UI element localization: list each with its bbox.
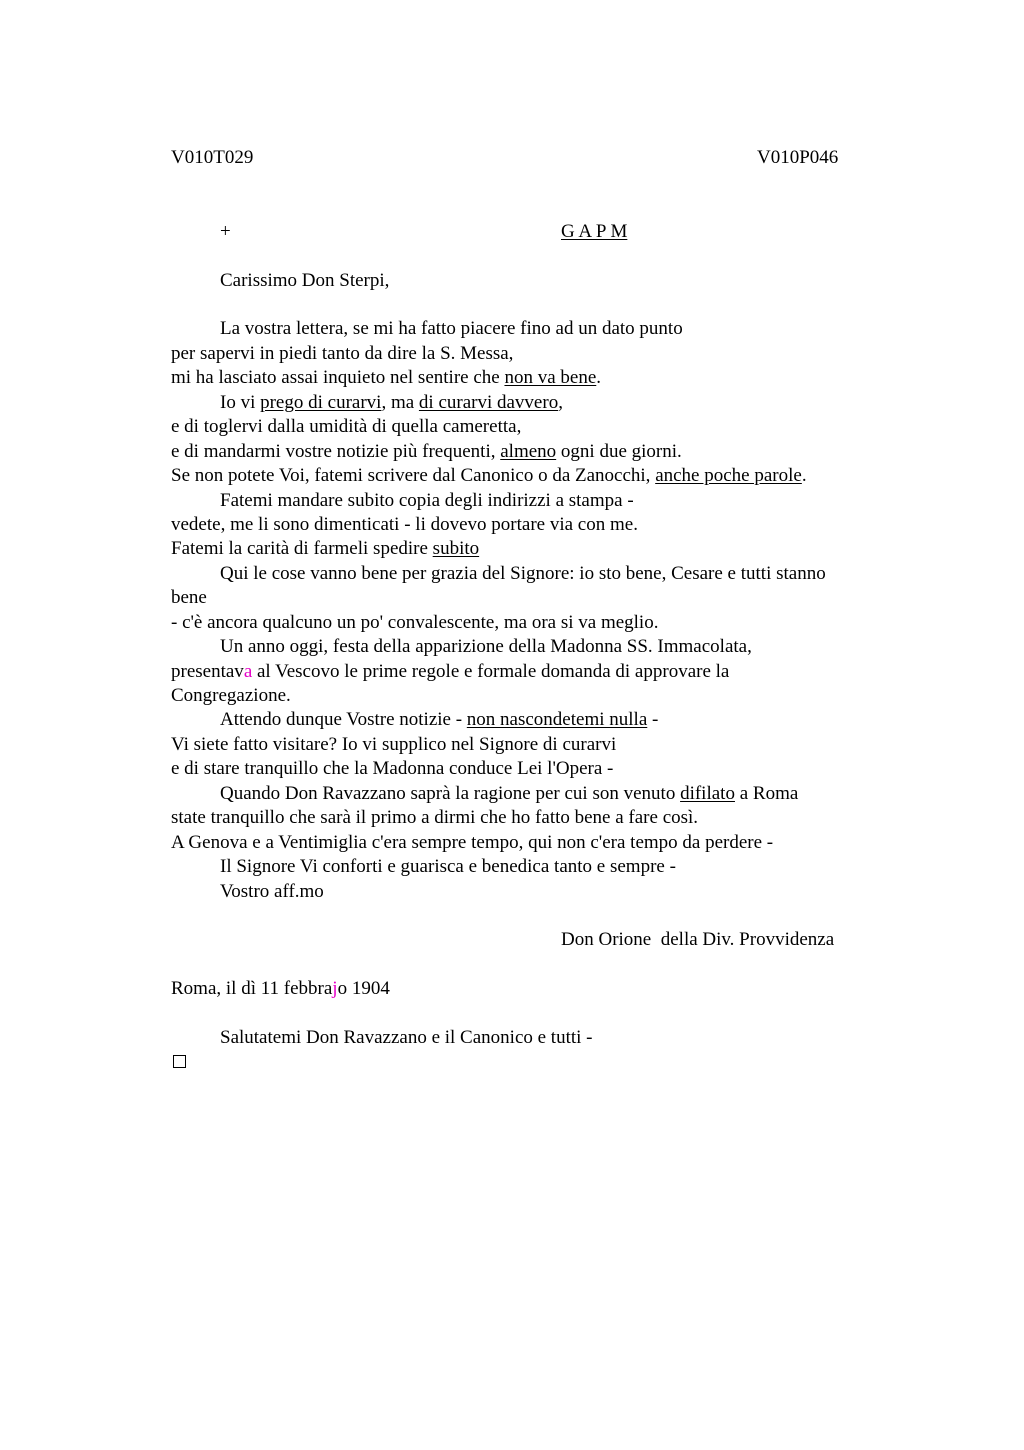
body-line: Se non potete Voi, fatemi scrivere dal Canonico o da Zanocchi, anche poche parole. (171, 465, 807, 486)
underlined-phrase: almeno (500, 441, 557, 462)
end-square-icon (173, 1055, 186, 1068)
body-line: Attendo dunque Vostre notizie - non nascondetemi nulla - (220, 709, 659, 730)
underlined-phrase: difilato (680, 783, 735, 804)
underlined-phrase: subito (432, 538, 480, 559)
body-line: Congregazione. (171, 685, 291, 706)
body-line: Fatemi mandare subito copia degli indirizzi a stampa - (220, 490, 634, 511)
body-line: state tranquillo che sarà il primo a dirmi che ho fatto bene a fare così. (171, 807, 699, 828)
underlined-phrase: di curarvi davvero (418, 392, 559, 413)
body-line: e di toglervi dalla umidità di quella cameretta, (171, 416, 522, 437)
document-code-left: V010T029 (171, 147, 254, 168)
body-line: mi ha lasciato assai inquieto nel sentire che non va bene. (171, 367, 602, 388)
salutation: Carissimo Don Sterpi, (220, 270, 390, 291)
body-line: presentava al Vescovo le prime regole e formale domanda di approvare la (171, 661, 730, 682)
body-line: A Genova e a Ventimiglia c'era sempre tempo, qui non c'era tempo da perdere - (171, 832, 774, 853)
body-line: Vi siete fatto visitare? Io vi supplico nel Signore di curarvi (171, 734, 617, 755)
underlined-phrase: non va bene (504, 367, 597, 388)
postscript: Salutatemi Don Ravazzano e il Canonico e tutti - (220, 1027, 593, 1048)
body-line: La vostra lettera, se mi ha fatto piacere fino ad un dato punto (220, 318, 683, 339)
cross-mark: + (220, 221, 231, 242)
body-line: Io vi prego di curarvi, ma di curarvi davvero, (220, 392, 563, 413)
body-line: Qui le cose vanno bene per grazia del Signore: io sto bene, Cesare e tutti stanno (220, 563, 826, 584)
body-line: Fatemi la carità di farmeli spedire subito (171, 538, 480, 559)
body-line: bene (171, 587, 207, 608)
highlighted-letter: a (243, 661, 253, 682)
highlighted-letter: j (332, 978, 338, 999)
letter-heading-text: G A P M (561, 221, 628, 242)
underlined-phrase: prego di curarvi (260, 392, 382, 413)
body-line: per sapervi in piedi tanto da dire la S. Messa, (171, 343, 514, 364)
body-line: e di stare tranquillo che la Madonna conduce Lei l'Opera - (171, 758, 614, 779)
document-code-right: V010P046 (757, 147, 839, 168)
body-line: Il Signore Vi conforti e guarisca e benedica tanto e sempre - (220, 856, 676, 877)
dateline: Roma, il dì 11 febbrajo 1904 (171, 978, 390, 999)
closing: Vostro aff.mo (220, 881, 324, 902)
body-line: vedete, me li sono dimenticati - li dovevo portare via con me. (171, 514, 638, 535)
body-line: Quando Don Ravazzano saprà la ragione per cui son venuto difilato a Roma (220, 783, 799, 804)
underlined-phrase: anche poche parole (655, 465, 802, 486)
body-line: Un anno oggi, festa della apparizione della Madonna SS. Immacolata, (220, 636, 752, 657)
letter-heading (561, 220, 627, 244)
underlined-phrase: non nascondetemi nulla (466, 709, 648, 730)
signature: Don Orione della Div. Provvidenza (561, 929, 835, 950)
body-line: e di mandarmi vostre notizie più frequenti, almeno ogni due giorni. (171, 441, 682, 462)
body-line: - c'è ancora qualcuno un po' convalescente, ma ora si va meglio. (171, 612, 659, 633)
